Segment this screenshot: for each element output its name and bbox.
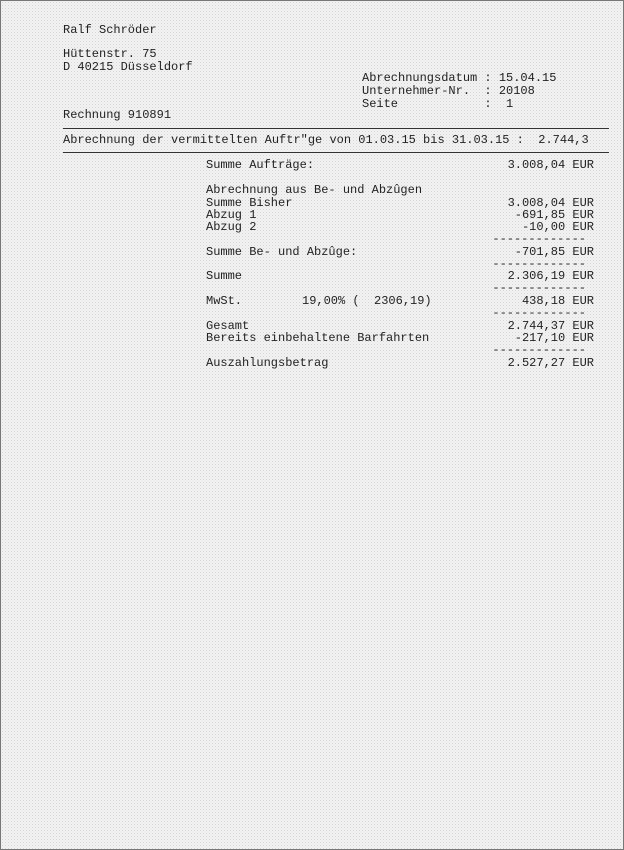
mwst-detail: 19,00% ( 2306,19) (302, 294, 432, 308)
separator-2: ------------- (492, 257, 586, 271)
abzug1-value: -691,85 EUR (514, 208, 594, 222)
barfahrten-label: Bereits einbehaltene Barfahrten (206, 331, 430, 345)
separator-3: ------------- (492, 281, 586, 295)
auszahlung-value: 2.527,27 EUR (507, 356, 594, 370)
auszahlung-label: Auszahlungsbetrag (206, 356, 329, 370)
billing-date: Abrechnungsdatum : 15.04.15 (362, 71, 557, 85)
summe-auftraege-value: 3.008,04 EUR (507, 158, 594, 172)
abzug1-label: Abzug 1 (206, 208, 257, 222)
bottom-rule (63, 152, 609, 153)
separator-1: ------------- (492, 232, 586, 246)
summe-value: 2.306,19 EUR (507, 269, 594, 283)
page-number: Seite : 1 (362, 97, 514, 111)
separator-4: ------------- (492, 306, 586, 320)
summe-be-abzuege-value: -701,85 EUR (514, 245, 594, 259)
gesamt-value: 2.744,37 EUR (507, 319, 594, 333)
summe-be-abzuege-label: Summe Be- und Abzûge: (206, 245, 358, 259)
contractor-number: Unternehmer-Nr. : 20108 (362, 84, 535, 98)
separator-5: ------------- (492, 343, 586, 357)
mwst-label: MwSt. (206, 294, 243, 308)
sender-street: Hüttenstr. 75 (63, 47, 157, 61)
summe-label: Summe (206, 269, 243, 283)
sender-name: Ralf Schröder (63, 23, 157, 37)
sender-city: D 40215 Düsseldorf (63, 60, 193, 74)
top-rule (63, 128, 609, 129)
mwst-value: 438,18 EUR (521, 294, 594, 308)
section-title: Abrechnung aus Be- und Abzûgen (206, 183, 423, 197)
invoice-number: Rechnung 910891 (63, 108, 172, 122)
gesamt-label: Gesamt (206, 319, 250, 333)
period-line: Abrechnung der vermittelten Auftr"ge von 01.03.15 bis 31.03.15 : 2.744,3 (63, 134, 589, 147)
abzug2-value: -10,00 EUR (521, 220, 594, 234)
abzug2-label: Abzug 2 (206, 220, 257, 234)
summe-bisher-value: 3.008,04 EUR (507, 196, 594, 210)
summe-bisher-label: Summe Bisher (206, 196, 293, 210)
barfahrten-value: -217,10 EUR (514, 331, 594, 345)
summe-auftraege-label: Summe Aufträge: (206, 158, 315, 172)
